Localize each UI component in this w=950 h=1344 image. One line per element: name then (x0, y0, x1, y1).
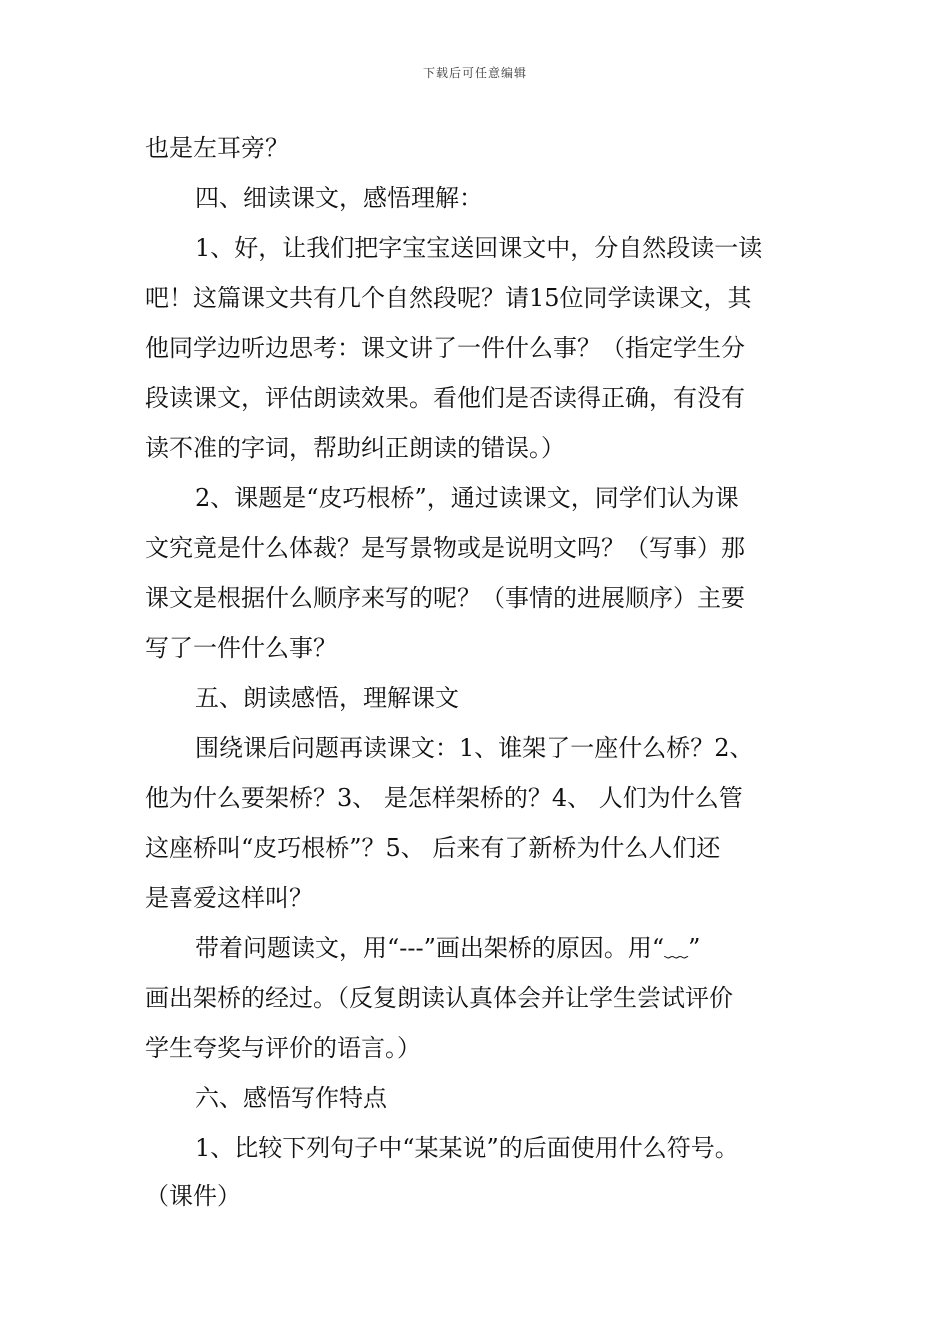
section-heading: 四、细读课文，感悟理解： (195, 184, 483, 212)
text-line: 是喜爱这样叫？ (145, 884, 313, 912)
text-line: 学生夸奖与评价的语言。） (145, 1034, 421, 1062)
text-line: 画出架桥的经过。（反复朗读认真体会并让学生尝试评价 (145, 984, 733, 1012)
text-line: 带着问题读文，用“---”画出架桥的原因。用“﹏” (195, 934, 701, 962)
text-line: 也是左耳旁？ (145, 134, 289, 162)
text-line: 2、课题是“皮巧根桥”，通过读课文，同学们认为课 (195, 484, 739, 512)
text-line: 段读课文，评估朗读效果。看他们是否读得正确，有没有 (145, 384, 745, 412)
section-heading: 五、朗读感悟，理解课文 (195, 684, 459, 712)
text-line: 文究竟是什么体裁？是写景物或是说明文吗？（写事）那 (145, 534, 745, 562)
text-line: （课件） (145, 1182, 241, 1210)
text-line: 1、好，让我们把字宝宝送回课文中，分自然段读一读 (195, 234, 763, 262)
text-line: 吧！这篇课文共有几个自然段呢？请15位同学读课文，其 (145, 284, 752, 312)
text-line: 这座桥叫“皮巧根桥”？5、 后来有了新桥为什么人们还 (145, 834, 721, 862)
text-line: 读不准的字词，帮助纠正朗读的错误。） (145, 434, 565, 462)
text-line: 围绕课后问题再读课文：1、谁架了一座什么桥？2、 (195, 734, 754, 762)
text-line: 写了一件什么事？ (145, 634, 337, 662)
section-heading: 六、感悟写作特点 (195, 1084, 387, 1112)
text-line: 1、比较下列句子中“某某说”的后面使用什么符号。 (195, 1134, 739, 1162)
text-line: 他为什么要架桥？3、 是怎样架桥的？4、 人们为什么管 (145, 784, 743, 812)
page-header: 下载后可任意编辑 (422, 66, 527, 80)
text-line: 课文是根据什么顺序来写的呢？（事情的进展顺序）主要 (145, 584, 745, 612)
text-line: 他同学边听边思考：课文讲了一件什么事？（指定学生分 (145, 334, 745, 362)
